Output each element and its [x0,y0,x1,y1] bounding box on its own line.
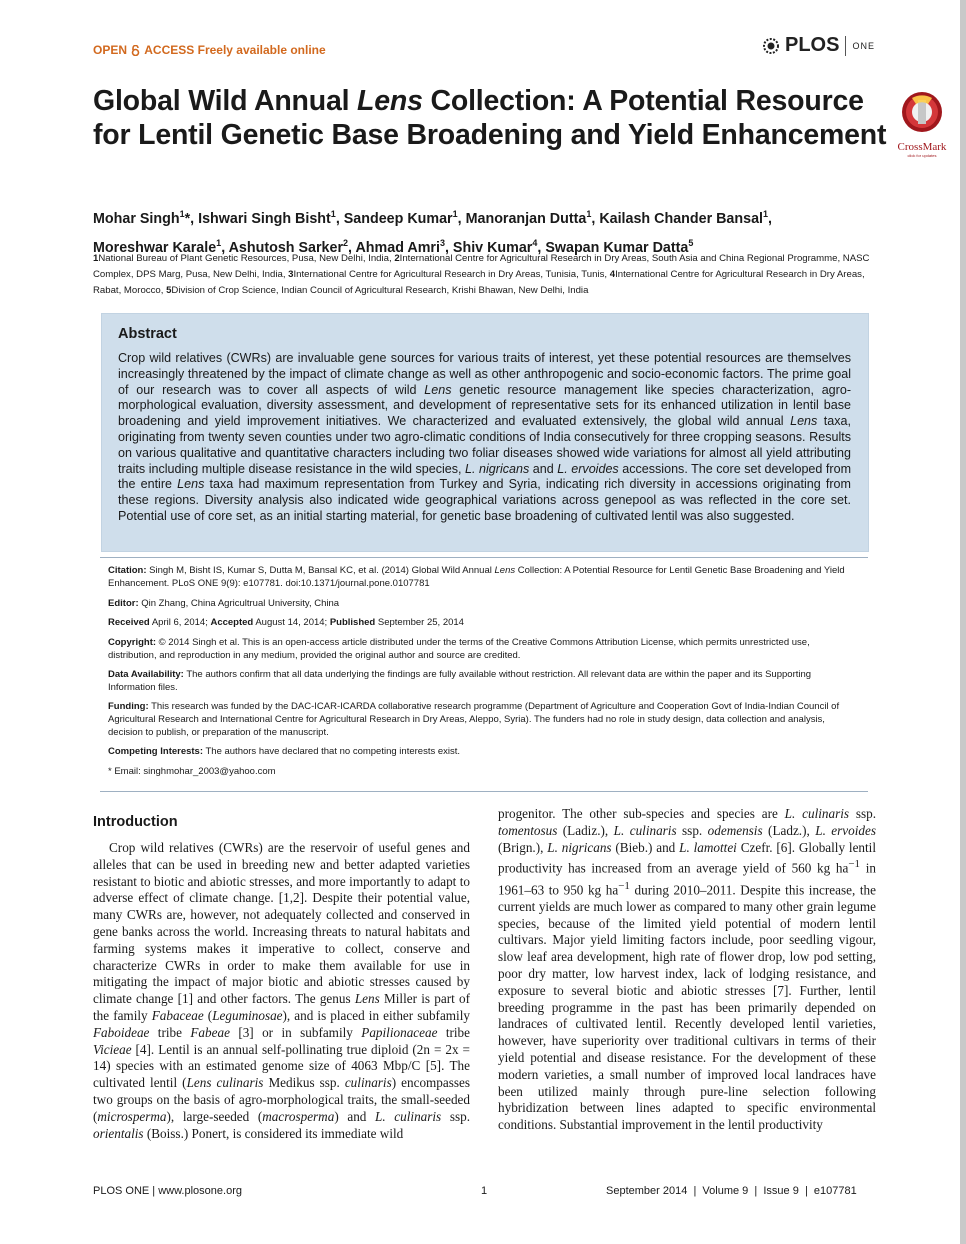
italic-term: Papilionaceae [361,1024,438,1040]
text-run: in 1961–63 to 950 kg ha [498,860,876,897]
text-run: (Bieb.) and [611,839,680,855]
text-run: ssp. [849,806,877,821]
funding: Funding: This research was funded by the DAC-ICAR-ICARDA collaborative research programme (Department of Agriculture and Cooperation Govt of India-Indian Council of Agricultural Research and International Centre for Agricultural Research in Dry Areas, Aleppo, Syria). The funders had no role in study design, data collection and analysis, decision to publish, or preparation of the manuscript. [108,701,840,738]
text-run: progenitor. The other sub-species and species are [498,806,785,821]
crossmark-sub: click for updates [907,153,937,158]
italic-term: Vicieae [93,1041,132,1057]
italic-term: microsperma [97,1108,167,1124]
intro-column-right [498,806,876,1134]
text-run: (Ladz.), [762,822,816,838]
text-run: ( [203,1007,213,1023]
italic-term: L. nigricans [547,839,612,855]
text-run: Medikus ssp. [263,1075,345,1091]
text-run: (Brign.), [498,839,548,855]
one-wordmark: ONE [852,40,875,51]
italic-term: L. ervoides [815,822,876,838]
open-access-banner[interactable] [93,43,326,57]
text-run: ssp. [441,1108,470,1124]
logo-divider [845,36,846,56]
italic-term: orientalis [93,1125,144,1141]
dates: Received April 6, 2014; Accepted August 14, 2014; Published September 25, 2014 [108,617,464,628]
plos-wordmark: PLOS [785,34,840,56]
crossmark-icon [900,90,944,134]
author: Kailash Chander Bansal [599,210,763,227]
competing-interests: Competing Interests: The authors have declared that no competing interests exist. [108,746,461,757]
crossmark-badge[interactable] [894,90,950,158]
access-label: ACCESS [144,43,195,57]
author: Manoranjan Dutta [465,210,587,227]
text-run: [3] or in subfamily [229,1024,362,1040]
author: Moreshwar Karale [93,239,217,256]
text-run: tribe [149,1024,191,1040]
italic-term: macrosperma [262,1108,335,1124]
text-run: ssp. [676,822,708,838]
italic-term: Lens culinaris [186,1075,264,1091]
crossmark-label: CrossMark [897,141,947,153]
footer-journal: PLOS ONE | www.plosone.org [93,1185,242,1197]
divider [100,791,868,792]
text-run: during 2010–2011. Despite this increase, the current yields are much lower as compared to many other grain legume species, because of the limited yield potential of modern lentil cultivars. Major yield limiting factors include, poor seedling vigour, slow leaf area development, high rate of flower drop, low pod setting, poor dry matter, low harvest index, lack of lodging resistance, and exposure to several biotic and abiotic stresses [7]. Further, lentil breeding programme in the past has been primarily depended on landraces of cultivated lentil. Recently developed lentil varieties, however, have superiority over traditional cultivars in terms of their yield potential and disease resistance. For the development of these modern varieties, a small number of improved local landraces have been utilized mainly through pure-line selection following hybridization between lines adapted to specific environmental conditions. Substantial improvement in the lentil productivity [498,881,876,1133]
open-lock-icon [131,45,140,56]
author: Swapan Kumar Datta [545,239,689,256]
text-run: Crop wild relatives (CWRs) are the reservoir of useful genes and alleles that can be used in breeding new and better adapted varieties resistant to biotic and abiotic stresses, and more importantly to adapt to adverse effect of climate change. [1,2]. Despite their potential value, many CWRs are, however, not adequately collected and conserved in gene banks across the world. Increasing threats to natural habitats and farming systems makes it imperative to collect, conserve and characterize CWRs in order to make them available for use in mitigating the impact of major biotic and abiotic stresses caused by climate change [1] and other factors. The genus [93,840,470,1007]
open-label: OPEN [93,43,128,57]
italic-term: odemensis [707,822,763,838]
text-run: ) encompasses two groups on the basis of agro-morphological traits, the small-seeded ( [93,1075,470,1124]
superscript: −1 [618,879,630,892]
italic-term: L. culinaris [784,806,850,821]
text-run: ) and [334,1108,376,1124]
author: Mohar Singh [93,210,180,227]
text-run: Czefr. [6]. Globally lentil productivity has increased from an average yield of 560 kg ha [498,839,877,876]
italic-term: Lens [354,991,380,1007]
plos-one-logo[interactable] [760,34,875,57]
text-run: Miller is part of the family [93,991,470,1023]
author: Ishwari Singh Bisht [198,210,331,227]
data-availability: Data Availability: The authors confirm that all data underlying the findings are fully available without restriction. All relevant data are within the paper and its Supporting Information files. [108,669,812,693]
author: Ashutosh Sarker [228,239,344,256]
editor: Editor: Qin Zhang, China Agricultrual University, China [108,598,340,609]
text-run: (Boiss.) Ponert, is considered its immediate wild [143,1125,404,1141]
intro-column-left [93,840,470,1142]
copyright: Copyright: © 2014 Singh et al. This is an open-access article distributed under the terms of the Creative Commons Attribution License, which permits unrestricted use, distribution, and reproduction in any medium, provided the original author and source are credited. [108,637,810,661]
author: Sandeep Kumar [343,210,453,227]
author: Ahmad Amri [355,239,440,256]
email[interactable]: * Email: singhmohar_2003@yahoo.com [108,766,276,777]
abstract-heading: Abstract [118,326,177,342]
citation: Citation: Singh M, Bisht IS, Kumar S, Dutta M, Bansal KC, et al. (2014) Global Wild Annual Lens Collection: A Potential Resource for Lentil Genetic Base Broadening and Yield Enhancement. PLoS ONE 9(9): e107781. doi:10.1371/journal.pone.0107781 [108,565,845,589]
italic-term: L. culinaris [375,1108,442,1124]
italic-term: Fabeae [190,1024,230,1040]
text-run: ), large-seeded ( [166,1108,263,1124]
italic-term: L. culinaris [613,822,677,838]
italic-term: culinaris [344,1075,392,1091]
text-run: (Ladiz.), [557,822,614,838]
italic-term: L. lamottei [679,839,737,855]
affiliations: 1National Bureau of Plant Genetic Resources, Pusa, New Delhi, India, 2International Centre for Agricultural Research in Dry Areas, South Asia and China Regional Programme, NASC Complex, DPS Marg, Pusa, New Delhi, India, 3International Centre for Agricultural Research in Dry Areas, Tunisia, Tunis, 4International Centre for Agricultural Research in Dry Areas, Rabat, Morocco, 5Division of Crop Science, Indian Council of Agricultural Research, Krishi Bhawan, New Delhi, India [93,253,870,296]
divider [100,557,868,558]
footer-issue: September 2014 | Volume 9 | Issue 9 | e107781 [606,1185,857,1197]
abstract-text: Crop wild relatives (CWRs) are invaluable gene sources for various traits of interest, yet these potential resources are themselves increasingly threatened by the impact of climate change as well as other anthropogenic and socio-economic factors. The prime goal of our research was to cover all aspects of wild Lens genetic resource management like species characterization, agro-morphological evaluation, diversity assessment, and development of representative sets for its enhanced utilization in lentil base broadening and yield improvement initiatives. We characterized and evaluated extensively, the global wild annual Lens taxa, originating from twenty seven counties under two agro-climatic conditions of India consecutively for three cropping seasons. Results on various qualitative and quantitative characters including two foliar diseases showed wide variations for almost all yield attributing traits including multiple disease resistance in the wild species, L. nigricans and L. ervoides accessions. The core set developed from the entire Lens taxa had maximum representation from Turkey and Syria, indicating rich diversity in accessions originating from these regions. Diversity analysis also indicated wide geographical variations across genepool as was reflected in the core set. Potential use of core set, as an initial starting material, for genetic base broadening of cultivated lentil was also suggested. [118,351,852,523]
author-list: Mohar Singh$^1$*, Ishwari Singh Bisht$^1$, Sandeep Kumar$^1$, Manoranjan Dutta$^1$, Kailash Chander Bansal$^1$, Moreshwar Karale$^1$, Ashutosh Sarker$^2$, Ahmad Amri$^3$, Shiv Kumar$^4$, Swapan Kumar Datta$^5$ [93,209,772,256]
text-run: [4]. Lentil is an annual self-pollinating true diploid (2n = 2x = 14) species with an estimated genome size of 4063 Mbp/C [5]. The cultivated lentil ( [93,1041,470,1091]
page-edge [960,0,966,1244]
author: Shiv Kumar [452,239,533,256]
text-run: ), and is placed in either subfamily [282,1007,470,1023]
superscript: −1 [848,858,861,871]
italic-term: Leguminosae [212,1007,283,1023]
text-run: tribe [437,1024,470,1040]
article-title: Global Wild Annual Lens Collection: A Potential Resource for Lentil Genetic Base Broadening and Yield Enhancement [93,85,887,151]
plos-logo-icon [760,35,782,57]
italic-term: Fabaceae [151,1007,204,1023]
italic-term: tomentosus [498,822,558,838]
freely-available-label: Freely available online [197,43,326,57]
page-number: 1 [481,1185,488,1197]
italic-term: Faboideae [93,1024,150,1040]
introduction-heading: Introduction [93,814,178,830]
